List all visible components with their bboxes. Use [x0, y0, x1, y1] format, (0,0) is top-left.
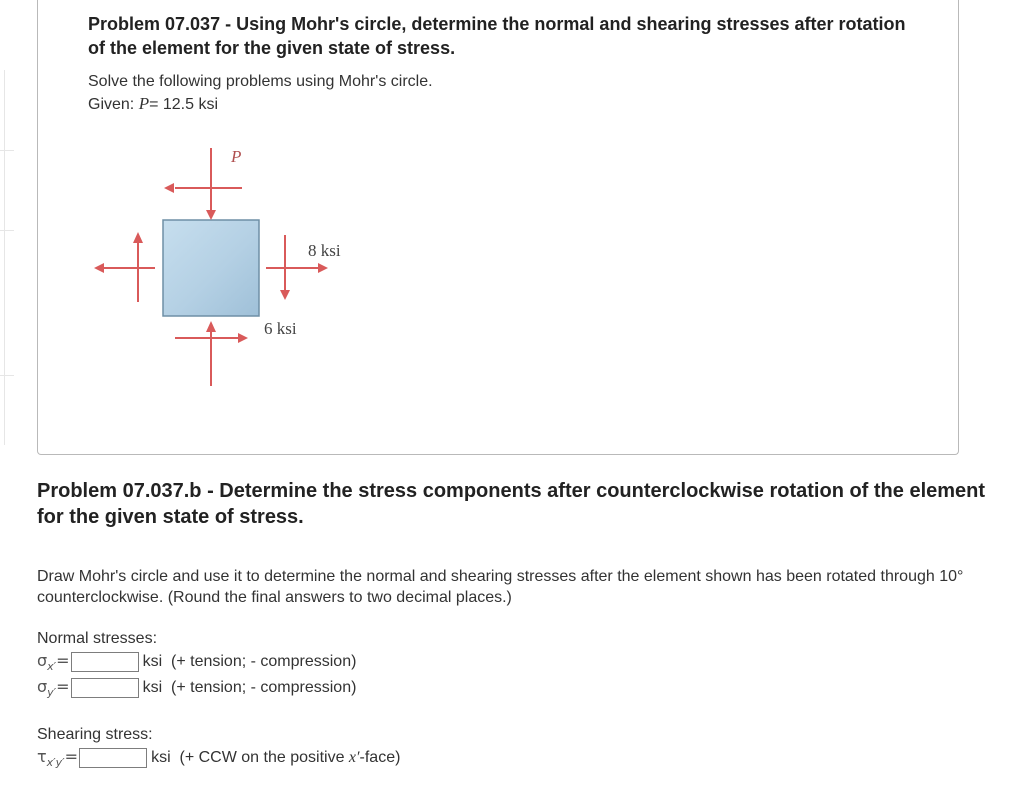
left-panel-divider [0, 375, 14, 376]
given-value: = 12.5 ksi [149, 96, 219, 113]
problem-title: Problem 07.037 - Using Mohr's circle, determine the normal and shearing stresses after rotation of the element for the given state of stress. [88, 14, 906, 58]
sigma-x-row [37, 651, 356, 673]
sigma-x-unit: ksi (+ tension; - compression) [142, 653, 357, 670]
left-panel-divider [0, 230, 14, 231]
given-variable: P [138, 94, 150, 113]
part-b-instructions: Draw Mohr's circle and use it to determine the normal and shearing stresses after the element shown has been rotated through 10° counterclockwise. (Round the final answers to two decimal places.) [37, 568, 964, 606]
normal-stresses-label: Normal stresses: [37, 630, 158, 647]
left-load-arrow [94, 232, 155, 302]
stress-element-block [163, 220, 259, 316]
bottom-load-arrow [175, 321, 248, 386]
load-label-p: P [231, 147, 242, 166]
sigma-x-label: $\sigma_{x'}=$ [37, 650, 70, 674]
given-line [88, 94, 218, 115]
left-panel-edge [0, 70, 5, 445]
sigma-x-input[interactable] [71, 652, 139, 672]
shearing-stress-label: Shearing stress: [37, 726, 153, 743]
tau-xy-unit: ksi (+ CCW on the positive x′-face) [151, 749, 401, 766]
shear-label: 8 ksi [308, 241, 341, 260]
tau-xy-label: $\tau_{x'y'}=$ [37, 746, 79, 770]
tau-xy-row [37, 747, 400, 769]
sigma-y-input[interactable] [71, 678, 139, 698]
tau-xy-input[interactable] [79, 748, 147, 768]
sigma-y-unit: ksi (+ tension; - compression) [142, 679, 357, 696]
sigma-y-row [37, 677, 356, 699]
stress-element-figure [90, 140, 370, 390]
part-b-title: Problem 07.037.b - Determine the stress components after counterclockwise rotation of the element for the given state of stress. [37, 480, 986, 528]
bottom-stress-label: 6 ksi [264, 319, 297, 338]
left-panel-divider [0, 150, 14, 151]
sigma-y-label: $\sigma_{y'}=$ [37, 676, 70, 700]
given-prefix: Given: [88, 96, 139, 113]
problem-instruction: Solve the following problems using Mohr's circle. [88, 73, 433, 90]
